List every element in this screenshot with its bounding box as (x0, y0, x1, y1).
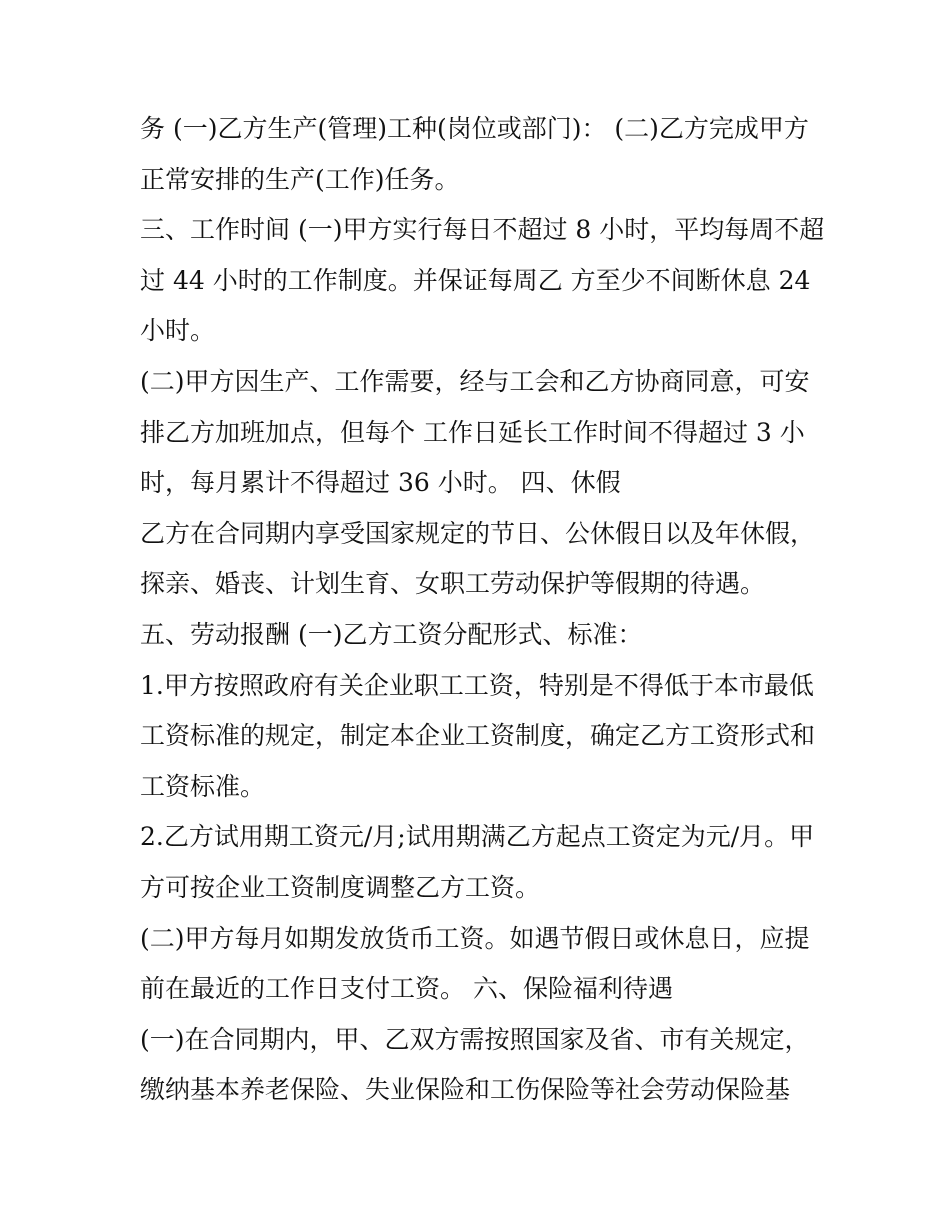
text-line: 探亲、婚丧、计划生育、女职工劳动保护等假期的待遇。 (140, 569, 766, 599)
text-line: 工资标准。 (140, 771, 266, 801)
text-line: 乙方在合同期内享受国家规定的节日、公休假日以及年休假， (140, 518, 816, 548)
text-line: 正常安排的生产(工作)任务。 (140, 164, 460, 194)
text-line: (二)甲方因生产、工作需要，经与工会和乙方协商同意，可安 (140, 366, 810, 396)
text-line: (二)甲方每月如期发放货币工资。如遇节假日或休息日，应提 (140, 923, 810, 953)
text-line: 方可按企业工资制度调整乙方工资。 (140, 872, 541, 902)
text-line: 工资标准的规定，制定本企业工资制度，确定乙方工资形式和 (140, 721, 816, 751)
text-line: 1.甲方按照政府有关企业职工工资，特别是不得低于本市最低 (140, 670, 814, 700)
text-line: 五、劳动报酬 (一)乙方工资分配形式、标准： (140, 619, 643, 649)
text-line: 2.乙方试用期工资元/月;试用期满乙方起点工资定为元/月。甲 (140, 822, 815, 852)
text-line: 小时。 (140, 316, 216, 346)
text-line: 时，每月累计不得超过 36 小时。 四、休假 (140, 468, 621, 498)
text-line: 缴纳基本养老保险、失业保险和工伤保险等社会劳动保险基 (140, 1075, 791, 1105)
text-line: 排乙方加班加点，但每个 工作日延长工作时间不得超过 3 小 (140, 417, 805, 447)
text-line: 务 (一)乙方生产(管理)工种(岗位或部门)： (二)乙方完成甲方 (140, 114, 809, 143)
text-line: 过 44 小时的工作制度。并保证每周乙 方至少不间断休息 24 (140, 265, 811, 295)
text-line: (一)在合同期内，甲、乙双方需按照国家及省、市有关规定， (140, 1024, 810, 1054)
text-line: 三、工作时间 (一)甲方实行每日不超过 8 小时，平均每周不超 (140, 215, 825, 245)
contract-text-body (140, 104, 825, 1116)
text-line: 前在最近的工作日支付工资。 六、保险福利待遇 (140, 974, 673, 1004)
